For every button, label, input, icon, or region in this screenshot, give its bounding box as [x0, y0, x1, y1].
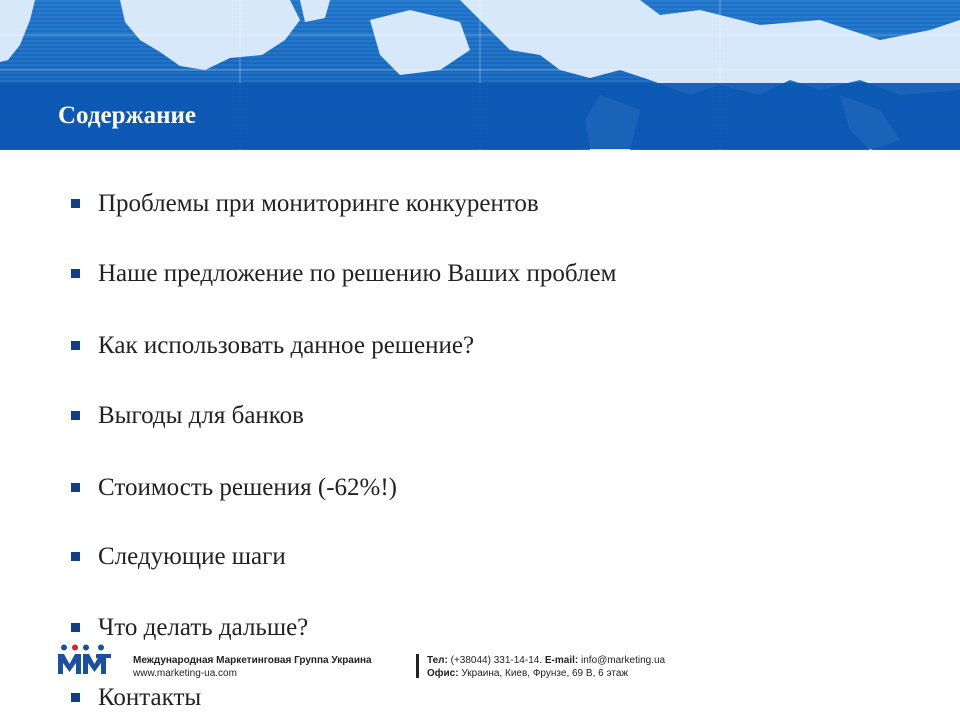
bullet-icon [71, 199, 80, 208]
email-label: E-mail: [544, 655, 579, 666]
bullet-icon [71, 552, 80, 561]
bullet-icon [71, 483, 80, 492]
email-value[interactable]: info@marketing.ua [581, 655, 666, 666]
bullet-icon [71, 341, 80, 350]
bullet-icon [71, 411, 80, 420]
bullet-icon [71, 269, 80, 278]
footer-website[interactable]: www.marketing-ua.com [133, 668, 237, 679]
list-item-text: Контакты [98, 684, 202, 711]
bullet-icon [71, 623, 80, 632]
footer-company [133, 654, 372, 680]
list-item-text: Выгоды для банков [98, 402, 304, 429]
footer-divider [416, 654, 419, 678]
phone-value: (+38044) 331-14-14. [450, 655, 543, 666]
list-item-text: Следующие шаги [98, 543, 286, 570]
company-logo [56, 644, 112, 681]
page-title: Содержание [58, 102, 197, 129]
list-item-text: Проблемы при мониторинге конкурентов [98, 190, 539, 217]
phone-label: Тел: [427, 655, 448, 666]
list-item-text: Как использовать данное решение? [98, 332, 475, 359]
office-value: Украина, Киев, Фрунзе, 69 В, 6 этаж [461, 668, 629, 679]
list-item-text: Что делать дальше? [98, 614, 309, 641]
footer-contacts [427, 654, 665, 680]
bullet-icon [71, 693, 80, 702]
office-label: Офис: [427, 668, 459, 679]
footer-org-name: Международная Маркетинговая Группа Украина [133, 655, 372, 666]
list-item-text: Наше предложение по решению Ваших проблем [98, 260, 617, 287]
list-item-text: Стоимость решения (-62%!) [98, 474, 398, 501]
